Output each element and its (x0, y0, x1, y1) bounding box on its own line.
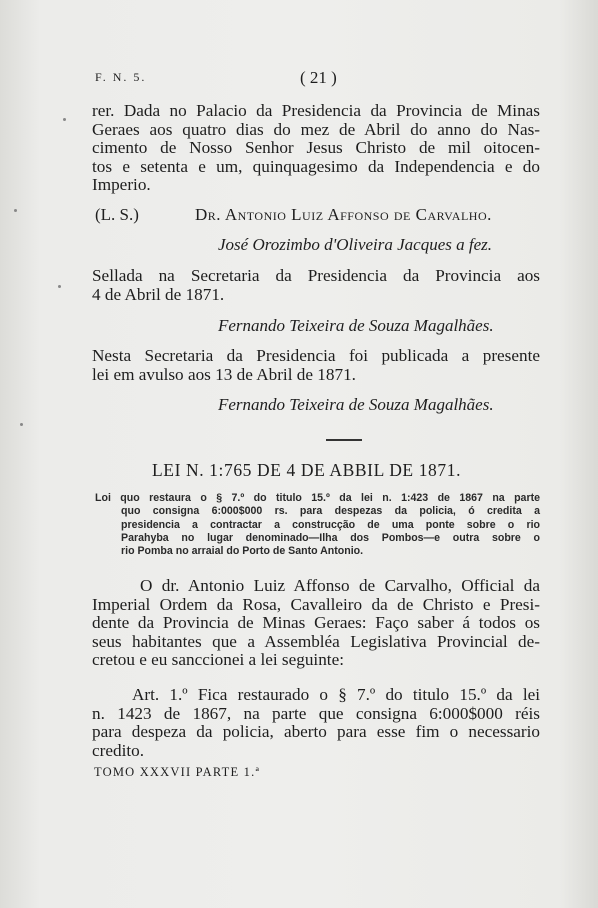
text-line: Sellada na Secretaria da Presidencia da Provincia aos (92, 266, 540, 285)
publication-paragraph (92, 347, 540, 384)
summary-line: rio Pomba no arraial do Porto de Santo Antonio. (121, 545, 364, 558)
summary-line: Loi quo restaura o § 7.º do titulo 15.º da lei n. 1:423 de 1867 na parte (95, 492, 540, 504)
speckle (20, 423, 23, 426)
page-header (95, 68, 538, 90)
article-1 (92, 686, 540, 760)
law-title: LEI N. 1:765 DE 4 DE ABBIL DE 1871. (152, 460, 462, 480)
secretary-signature: Fernando Teixeira de Souza Magalhães. (218, 316, 494, 335)
text-line: seus habitantes que a Assembléa Legislativa Provincial de- (92, 631, 540, 651)
text-line: cretou e eu sanccionei a lei seguinte: (92, 650, 344, 669)
summary-line: Parahyba no lugar denominado—Ilha dos Pombos—e outra sobre o (121, 531, 540, 544)
text-line: credito. (92, 740, 145, 760)
secretary-signature-2: Fernando Teixeira de Souza Magalhães. (218, 395, 494, 414)
text-line: Nesta Secretaria da Presidencia foi publicada a presente (92, 346, 540, 365)
text-line: Art. 1.º Fica restaurado o § 7.º do titulo 15.º da lei (132, 685, 540, 704)
text-line: 4 de Abril de 1871. (92, 284, 225, 304)
volume-footer: TOMO XXXVII PARTE 1.ª (94, 765, 261, 779)
text-line: O dr. Antonio Luiz Affonso de Carvalho, Official da (140, 576, 540, 595)
text-line: Imperial Ordem da Rosa, Cavalleiro da de Christo e Presi- (92, 594, 540, 614)
preamble-paragraph (92, 577, 540, 670)
text-line: dente da Provincia de Minas Geraes: Faço saber á todos os (92, 613, 540, 632)
text-line: rer. Dada no Palacio da Presidencia da Provincia de Minas (92, 101, 540, 120)
closing-paragraph (92, 102, 540, 195)
text-line: tos e setenta e um, quinquagesimo da Independencia e do (92, 156, 540, 176)
sealing-paragraph (92, 267, 540, 304)
clerk-signature: José Orozimbo d'Oliveira Jacques a fez. (218, 235, 493, 254)
text-line: Geraes aos quatro dias do mez de Abril do anno do Nas- (92, 119, 540, 139)
section-divider (326, 439, 362, 441)
text-line: Imperio. (92, 175, 151, 194)
text-line: para despeza da policia, aberto para esse fim o necessario (92, 722, 540, 741)
signatory-name: Dr. Antonio Luiz Affonso de Carvalho. (195, 205, 492, 224)
summary-line: quo consigna 6:000$000 rs. para despezas da policia, ó credita a (121, 505, 540, 518)
law-summary (95, 492, 540, 558)
page-number: ( 21 ) (300, 68, 337, 87)
speckle (63, 118, 66, 121)
speckle (58, 285, 61, 288)
printer-signature: F. N. 5. (95, 70, 147, 84)
text-line: n. 1423 de 1867, na parte que consigna 6:000$000 réis (92, 703, 540, 723)
summary-line: presidencia a contractar a construcção de uma ponte sobre o rio (121, 518, 540, 531)
text-line: cimento de Nosso Senhor Jesus Christo de mil oitocen- (92, 138, 540, 157)
text-line: lei em avulso aos 13 de Abril de 1871. (92, 364, 356, 384)
speckle (14, 209, 17, 212)
seal-mark: (L. S.) (95, 205, 139, 224)
